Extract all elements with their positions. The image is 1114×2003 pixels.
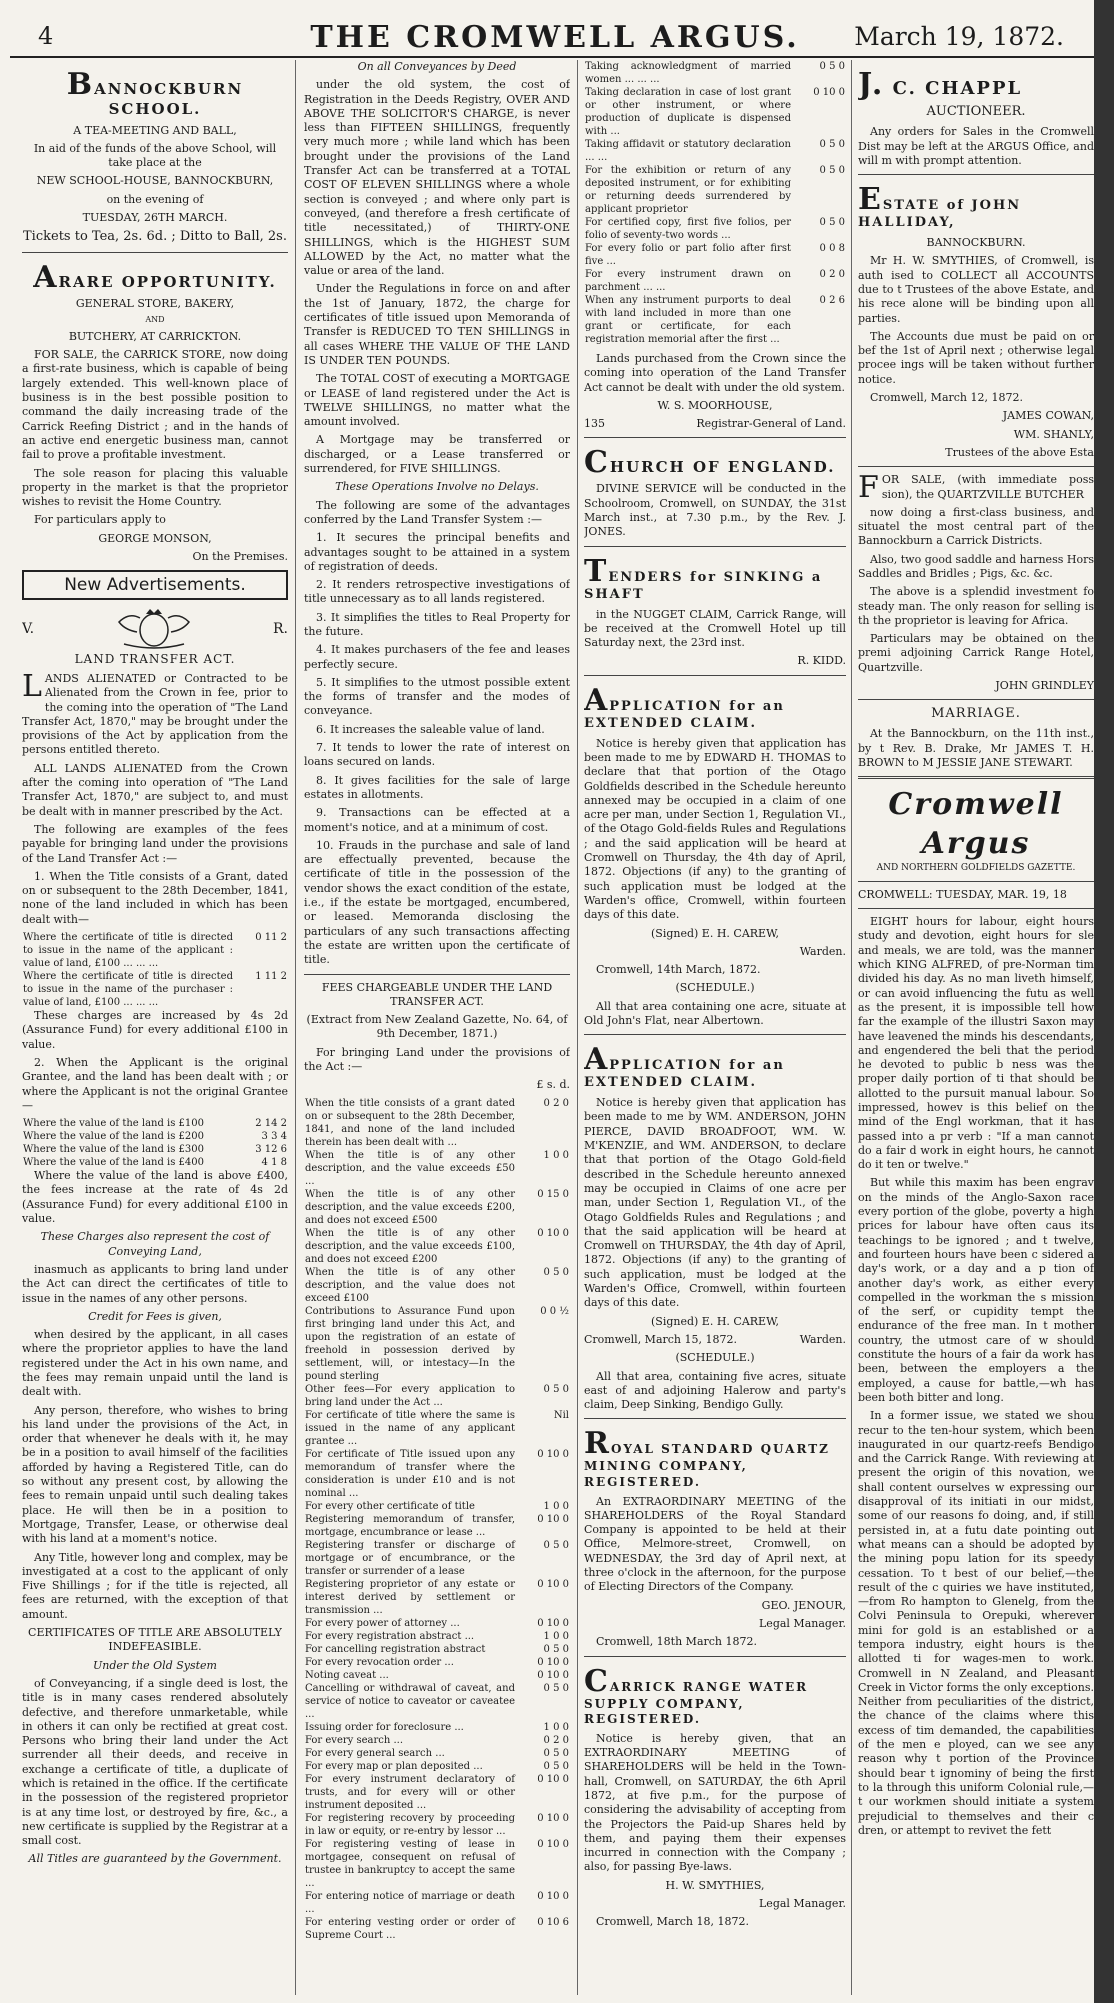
rare-ad-title: ARARE OPPORTUNITY. xyxy=(33,260,277,296)
chappl-title: J. C. CHAPPL xyxy=(858,67,1023,102)
column-rule xyxy=(851,60,852,1995)
list-item: 2. It renders retrospective investigations of title unnecessary as to all lands registered. xyxy=(304,578,570,606)
conveyance-paragraph: A Mortgage may be transferred or discharged, or a Lease transferred or surrendered, for FIVE SHILLINGS. xyxy=(304,433,570,476)
fee-item: Registering proprietor of any estate or interest derived by settlement or transmission ... xyxy=(305,1578,515,1616)
list-item: 9. Transactions can be effected at a moment's notice, and at a minimum of cost. xyxy=(304,806,570,834)
fee-row xyxy=(304,1305,570,1383)
application-schedule: (SCHEDULE.) xyxy=(675,981,755,995)
fee-item: When the title is of any other description, and the value exceeds £100, and does not exceed £200 xyxy=(305,1227,515,1265)
fee-item: When the title is of any other description, and the value exceeds £50 ... xyxy=(305,1149,515,1187)
column-2 xyxy=(304,60,570,1995)
fee-item: Taking affidavit or statutory declaration ... ... xyxy=(585,139,791,163)
sale-paragraph: Also, two good saddle and harness Hors Saddles and Bridles ; Pigs, &c. &c. xyxy=(858,552,1094,580)
land-paragraph: Where the value of the land is above £400, the fees increase at the rate of 4s 2d (Assurance Fund) for every additional £100 in value. xyxy=(22,1169,288,1226)
fee-row: Where the value of the land is £300 3 12 6 xyxy=(23,1144,287,1156)
fee-amount: 0 10 0 xyxy=(537,1890,569,1902)
land-paragraph: LANDS ALIENATED or Contracted to be Alienated from the Crown in fee, prior to the coming into the operation of "The Land Transfer Act, 1870," may be brought under the provisions of the Act by application from the persons entitled thereto. xyxy=(22,669,288,757)
conveyance-paragraph: under the old system, the cost of Registration in the Deeds Registry, OVER AND ABOVE THE SOLICITOR'S CHARGE, is never less than FIFTEEN SHILLINGS, frequently very much more ; while land which has been brought under the provisions of the Land Transfer Act can be transferred at a TOTAL COST OF ELEVEN SHILLINGS where a whole section is conveyed ; and where only part is conveyed, (and therefore a fresh certificate of title necessitated,) of THIRTY-ONE SHILLINGS, which is the HIGHEST SUM ALLOWED by the Act, no matter what the value or area of the land. xyxy=(304,78,570,278)
land-subhead: All Titles are guaranteed by the Government. xyxy=(28,1852,282,1866)
fee-row xyxy=(304,1539,570,1578)
fee-amount: 1 0 0 xyxy=(543,1500,569,1512)
fee-item: For certificate of title where the same is issued in the name of any applicant grantee ... xyxy=(305,1409,515,1447)
chappl-sub: AUCTIONEER. xyxy=(926,104,1026,120)
fee-item: For every folio or part folio after first five ... xyxy=(585,243,791,267)
application-paragraph: Notice is hereby given that application has been made to me by EDWARD H. THOMAS to declare that that portion of the Otago Goldfields described in the Schedule hereunto annexed may be occupied in a claim of one acre per man, under Section 1, Regulation VI., of the Otago Gold-fields Rules and Regulations ; and the said application will be heard at Cromwell on Thursday, the 4th day of April, 1872. Objections (if any) to the granting of such application must be lodged at the Warden's office, Cromwell, within fourteen days of this date. xyxy=(584,736,846,922)
fee-row xyxy=(304,1383,570,1409)
fees-title: FEES CHARGEABLE UNDER THE LAND TRANSFER ACT. xyxy=(321,980,553,1008)
fee-row xyxy=(304,1721,570,1734)
fee-row xyxy=(304,1656,570,1669)
fee-amount: 1 0 0 xyxy=(543,1721,569,1733)
fee-row xyxy=(304,1630,570,1643)
list-item: 8. It gives facilities for the sale of large estates in allotments. xyxy=(304,773,570,801)
fee-item: When the title is of any other description, and the value does not exceed £100 xyxy=(305,1266,515,1304)
royal-standard-date: Cromwell, 18th March 1872. xyxy=(596,1635,757,1649)
fee-row xyxy=(304,1734,570,1747)
crown-note: Lands purchased from the Crown since the coming into operation of the Land Transfer Act cannot be dealt with under the old system. xyxy=(584,352,846,394)
application-date: Cromwell, 14th March, 1872. xyxy=(596,963,761,977)
land-subhead: These Charges also represent the cost of Conveying Land, xyxy=(40,1230,270,1258)
school-venue: NEW SCHOOL-HOUSE, BANNOCKBURN, xyxy=(36,174,274,188)
land-paragraph: These charges are increased by 4s 2d (Assurance Fund) for every additional £100 in value. xyxy=(22,1009,288,1051)
fee-amount: 1 0 0 xyxy=(543,1630,569,1642)
advantages-list xyxy=(304,531,570,967)
list-item: 5. It simplifies to the utmost possible extent the forms of transfer and the modes of conveyance. xyxy=(304,675,570,718)
fee-row xyxy=(304,1227,570,1266)
conveyance-paragraph: The following are some of the advantages conferred by the Land Transfer System :— xyxy=(304,498,570,526)
land-paragraph: Any Title, however long and complex, may be investigated at a cost to the applicant of only Five Shillings ; for if the title is rejected, all fees are returned, with the exception of that amount. xyxy=(22,1550,288,1621)
land-paragraph: ALL LANDS ALIENATED from the Crown after the coming into operation of "The Land Transfer Act, 1870," are subject to, and must be dealt with in manner prescribed by the Act. xyxy=(22,761,288,818)
application-1-title: APPLICATION for an EXTENDED CLAIM. xyxy=(584,682,785,731)
fee-row: Where the value of the land is £200 3 3 4 xyxy=(23,1131,287,1143)
fee-row xyxy=(584,216,846,242)
tenders-title: TENDERS for SINKING a SHAFT xyxy=(584,553,823,602)
fee-amount: 0 5 0 xyxy=(543,1266,569,1278)
fee-row xyxy=(304,1838,570,1890)
fee-row xyxy=(584,294,846,346)
fee-item: For cancelling registration abstract xyxy=(305,1643,486,1655)
land-value-table xyxy=(22,1117,288,1169)
fee-row xyxy=(304,1916,570,1942)
leader-paragraph: EIGHT hours for labour, eight hours study and devotion, eight hours for sle and meals, we are told, was the manner which KING ALFRED, of pre-Norman tim divided his day. As no man liveth himself, or can avoid influencing the futu as well as the present, it is impossible tell how far the example of the illustri Saxon may have leavened the minds his descendants, and engendered the beli that the period he devoted to public b ness was the proper daily portion of ti that should be allotted to the pursuit manual labour. So impressed, howev is this belief on the mind of the Engl workman, that it has passed into a pr verb : "If a man cannot do a fair d work in eight hours, he cannot do it ten or twelve." xyxy=(858,915,1094,1172)
fees-intro: For bringing Land under the provisions of the Act :— xyxy=(304,1045,570,1073)
fee-row: Where the certificate of title is directed to issue in the name of the applicant : value of land, £100 ... ... ... 0 11 2 xyxy=(23,932,287,970)
fee-amount: Nil xyxy=(553,1409,569,1421)
leader-paragraph: But while this maxim has been engrav on the minds of the Anglo-Saxon race every portion of the globe, poverty a high prices for labour have often caus its teachings to be ignored ; and t twelve, and fourteen hours have been c sidered a day's work, or a day and a p tion of another day's work, as either every compelled in the workman the s mission of the serf, or cupidity tempt the endurance of the free man. In t mother country, the utmost care of w should constitute the hours of a fair da work has been, between the employers a the employed, a cause for battle,—wh has been both bitter and long. xyxy=(858,1176,1094,1404)
conveyance-paragraph: The TOTAL COST of executing a MORTGAGE or LEASE of land registered under the Act is TWELVE SHILLINGS, no matter what the amount involved. xyxy=(304,372,570,429)
fee-row xyxy=(584,242,846,268)
rare-place: On the Premises. xyxy=(192,550,288,564)
rare-sub: GENERAL STORE, BAKERY, xyxy=(75,297,235,311)
fee-row xyxy=(304,1760,570,1773)
list-item: 7. It tends to lower the rate of interest on loans secured on lands. xyxy=(304,741,570,769)
fee-item: Cancelling or withdrawal of caveat, and service of notice to caveator or caveatee ... xyxy=(305,1682,515,1720)
estate-role: Trustees of the above Esta xyxy=(945,445,1094,459)
fee-row xyxy=(584,60,846,86)
estate-date: Cromwell, March 12, 1872. xyxy=(870,391,1023,405)
royal-crest-row xyxy=(22,608,288,650)
fee-item: When the title is of any other description, and the value exceeds £200, and does not exceed £500 xyxy=(305,1188,515,1226)
fee-item: For every instrument drawn on parchment ... ... xyxy=(585,269,791,293)
fee-amount: 0 5 0 xyxy=(543,1747,569,1759)
land-transfer-title: LAND TRANSFER ACT. xyxy=(74,652,236,667)
marriage-title: MARRIAGE. xyxy=(931,706,1021,722)
fee-row xyxy=(304,1149,570,1188)
fee-item: For every search ... xyxy=(305,1734,404,1746)
fee-amount: 0 5 0 xyxy=(543,1682,569,1694)
estate-title: ESTATE of JOHN HALLIDAY, xyxy=(858,182,1022,231)
land-paragraph: inasmuch as applicants to bring land under the Act can direct the certificates of title to issue in the names of any other persons. xyxy=(22,1262,288,1305)
fee-row: Where the value of the land is £400 4 1 8 xyxy=(23,1157,287,1169)
royal-standard-title: ROYAL STANDARD QUARTZ MINING COMPANY, REGISTERED. xyxy=(584,1426,830,1489)
church-paragraph: DIVINE SERVICE will be conducted in the Schoolroom, Cromwell, on SUNDAY, the 31st March inst., at 7.30 p.m., by the Rev. J. JONES. xyxy=(584,482,846,539)
tenders-paragraph: in the NUGGET CLAIM, Carrick Range, will be received at the Cromwell Hotel up till Saturday next, the 23rd inst. xyxy=(584,607,846,650)
fee-amount: 0 5 0 xyxy=(819,217,845,228)
church-title: CHURCH OF ENGLAND. xyxy=(584,445,836,481)
rare-paragraph: For particulars apply to xyxy=(34,513,166,527)
school-subtitle: A TEA-MEETING AND BALL, xyxy=(73,123,237,137)
fee-amount: 0 5 0 xyxy=(543,1643,569,1655)
fee-item: Registering memorandum of transfer, mortgage, encumbrance or lease ... xyxy=(305,1513,515,1538)
application-role: Warden. xyxy=(799,944,846,958)
school-tickets: Tickets to Tea, 2s. 6d. ; Ditto to Ball, 2s. xyxy=(23,229,287,245)
application-signature: (Signed) E. H. CAREW, xyxy=(651,1314,779,1328)
fees-source: (Extract from New Zealand Gazette, No. 64, of 9th December, 1871.) xyxy=(306,1013,568,1041)
column-rule xyxy=(295,60,296,1995)
newspaper-title: THE CROMWELL ARGUS. xyxy=(310,20,800,55)
royal-standard-paragraph: An EXTRAORDINARY MEETING of the SHAREHOLDERS of the Royal Standard Company is appointed to be held at their Office, Melmore-street, Cromwell, on WEDNESDAY, the 3rd day of April next, at three o'clock in the afternoon, for the purpose of Electing Directors of the Company. xyxy=(584,1494,846,1594)
fee-item: Taking declaration in case of lost grant or other instrument, or where production of duplicate is dispensed with ... xyxy=(585,87,791,137)
rare-sub: BUTCHERY, AT CARRICKTON. xyxy=(68,329,242,343)
column-4 xyxy=(858,60,1094,1995)
application-schedule: (SCHEDULE.) xyxy=(675,1351,755,1365)
school-date: TUESDAY, 26TH MARCH. xyxy=(82,210,228,224)
fee-amount: 0 5 0 xyxy=(819,165,845,176)
land-paragraph: of Conveyancing, if a single deed is lost, the title is in many cases rendered absolutely defective, and therefore unmarketable, while in others it can only be rectified at great cost. Persons who bring their land under the Act surrender all their deeds, and receive in exchange a certificate of title, a duplicate of which is retained in the office. If the certificate in the possession of the registered proprietor is at any time lost, or destroyed by fire, &c., a new certificate is supplied by the Registrar at a small cost. xyxy=(22,1676,288,1848)
registrar-name: W. S. MOORHOUSE, xyxy=(657,398,773,412)
application-2-title: APPLICATION for an EXTENDED CLAIM. xyxy=(584,1042,785,1091)
fee-row xyxy=(304,1513,570,1539)
conveyance-paragraph: Under the Regulations in force on and after the 1st of January, 1872, the charge for certificates of title issued upon Memoranda of Transfer is REDUCED TO TEN SHILLINGS in all cases WHERE THE VALUE OF THE LAND IS UNDER TEN POUNDS. xyxy=(304,282,570,367)
fee-amount: 0 10 0 xyxy=(537,1227,569,1239)
fee-item: For registering recovery by proceeding in law or equity, or re-entry by lessor ... xyxy=(305,1812,515,1837)
estate-trustee: WM. SHANLY, xyxy=(1013,427,1094,441)
list-item: 6. It increases the saleable value of land. xyxy=(316,722,545,736)
fees-continued-table xyxy=(584,60,846,346)
fee-row xyxy=(584,138,846,164)
rare-sub: AND xyxy=(145,315,165,325)
list-item: 1. It secures the principal benefits and advantages sought to be attained in a system of registration of deeds. xyxy=(304,531,570,573)
fee-amount: 0 10 0 xyxy=(537,1448,569,1460)
fee-item: For every general search ... xyxy=(305,1747,445,1759)
sale-signature: JOHN GRINDLEY xyxy=(995,679,1094,693)
fee-amount: 0 10 6 xyxy=(537,1916,569,1928)
fee-amount: 0 0 ½ xyxy=(540,1305,569,1317)
fees-table xyxy=(304,1097,570,1942)
new-advertisements-banner: New Advertisements. xyxy=(22,570,288,600)
marriage-paragraph: At the Bannockburn, on the 11th inst., by t Rev. B. Drake, Mr JAMES T. H. BROWN to M JESSIE JANE STEWART. xyxy=(858,727,1094,769)
list-item: 10. Frauds in the purchase and sale of land are effectually prevented, because the certificate of title in the possession of the vendor shows the exact condition of the estate, i.e., if the estate be mortgaged, encumbered, or leased. Memoranda disclosing the particulars of any such transactions affecting the estate are written upon the certificate of title. xyxy=(304,838,570,967)
argus-masthead-title: Cromwell Argus xyxy=(888,787,1064,862)
fee-amount: 0 2 0 xyxy=(543,1734,569,1746)
estate-sub: BANNOCKBURN. xyxy=(926,236,1026,250)
fee-amount: 0 10 0 xyxy=(537,1773,569,1785)
fee-row xyxy=(304,1747,570,1760)
fee-item: For certificate of Title issued upon any memorandum of transfer where the consideration is under £10 and is not nominal ... xyxy=(305,1448,515,1499)
fee-item: For every revocation order ... xyxy=(305,1656,454,1668)
tenders-signature: R. KIDD. xyxy=(797,654,846,668)
fee-row xyxy=(304,1643,570,1656)
fees-header: £ s. d. xyxy=(536,1078,570,1092)
carrick-water-signature: H. W. SMYTHIES, xyxy=(665,1878,765,1892)
argus-masthead-sub: AND NORTHERN GOLDFIELDS GAZETTE. xyxy=(876,863,1076,874)
registrar-line: 135 Registrar-General of Land. xyxy=(584,417,846,431)
fee-amount: 0 10 0 xyxy=(537,1578,569,1590)
fee-row xyxy=(304,1669,570,1682)
fee-row xyxy=(584,268,846,294)
fee-item: Registering transfer or discharge of mortgage or of encumbrance, or the transfer or surrender of a lease xyxy=(305,1539,515,1577)
rare-contact: GEORGE MONSON, xyxy=(98,531,212,545)
fee-item: For the exhibition or return of any deposited instrument, or for exhibiting or returning deeds surrendered by applicant proprietor xyxy=(585,165,791,215)
fee-amount: 0 10 0 xyxy=(537,1513,569,1525)
sale-paragraph: The above is a splendid investment fo steady man. The only reason for selling is th the proprietor is leaving for Africa. xyxy=(858,585,1094,627)
rare-paragraph: FOR SALE, the CARRICK STORE, now doing a first-rate business, which is capable of being largely extended. This well-known place of business is in the best possible position to command the daily increasing trade of the Carrick Reefing District ; and in the hands of an active end energetic business man, cannot fail to prove a profitable investment. xyxy=(22,348,288,462)
fee-item: For registering vesting of lease in mortgagee, consequent on refusal of trustee in bankruptcy to accept the same ... xyxy=(305,1838,515,1889)
land-paragraph: Any person, therefore, who wishes to bring his land under the provisions of the Act, in order that whenever he deals with it, he may be in a position to avail himself of the facilities afforded by having a Registered Title, can do so without any present cost, by allowing the fees to remain unpaid until such dealing takes place. He will then be in a position to Mortgage, Transfer, Lease, or otherwise deal with his land at a moment's notice. xyxy=(22,1403,288,1546)
land-subhead: Credit for Fees is given, xyxy=(88,1309,222,1323)
fee-row xyxy=(304,1448,570,1500)
crest-right-letter: R. xyxy=(273,621,288,638)
fee-row xyxy=(304,1812,570,1838)
fee-amount: 0 5 0 xyxy=(543,1383,569,1395)
fee-item: Taking acknowledgment of married women ... ... ... xyxy=(585,61,791,85)
fee-row xyxy=(304,1500,570,1513)
fee-item: Contributions to Assurance Fund upon first bringing land under this Act, and upon the registration of an estate of freehold in possession derived by settlement, will, or intestacy—In the pound sterling xyxy=(305,1305,515,1382)
application-date-line: Cromwell, March 15, 1872. Warden. xyxy=(584,1332,846,1346)
land-paragraph: 1. When the Title consists of a Grant, dated on or subsequent to the 28th December, 1841, none of the land included in which has been dealt with— xyxy=(22,869,288,926)
column-rule xyxy=(577,60,578,1995)
fee-row xyxy=(304,1266,570,1305)
fee-row xyxy=(304,1682,570,1721)
fee-item: Issuing order for foreclosure ... xyxy=(305,1721,464,1733)
fee-item: When the title consists of a grant dated on or subsequent to the 28th December, 1841, and none of the land included therein has been dealt with ... xyxy=(305,1097,515,1148)
list-item: 4. It makes purchasers of the fee and leases perfectly secure. xyxy=(304,643,570,671)
fee-item: For every registration abstract ... xyxy=(305,1630,475,1642)
fee-item: For every map or plan deposited ... xyxy=(305,1760,483,1772)
royal-standard-signature: GEO. JENOUR, xyxy=(761,1598,846,1612)
royal-crest-icon xyxy=(109,608,199,650)
fee-item: For entering vesting order or order of Supreme Court ... xyxy=(305,1916,515,1941)
fee-item: When any instrument purports to deal with land included in more than one grant or certificate, for each registration memorial after the first ... xyxy=(585,295,791,345)
school-ad-title: BANNOCKBURN SCHOOL. xyxy=(66,67,244,118)
fee-row xyxy=(304,1188,570,1227)
carrick-water-title: CARRICK RANGE WATER SUPPLY COMPANY, REGISTERED. xyxy=(584,1663,809,1727)
conveyance-subhead: On all Conveyances by Deed xyxy=(357,60,517,73)
school-line: on the evening of xyxy=(106,192,204,206)
fee-amount: 0 2 0 xyxy=(543,1097,569,1109)
estate-paragraph: The Accounts due must be paid on or bef the 1st of April next ; otherwise legal procee ings will be taken without further notice. xyxy=(858,329,1094,386)
conveyance-subhead: These Operations Involve no Delays. xyxy=(335,480,539,494)
leader-date: CROMWELL: TUESDAY, MAR. 19, 18 xyxy=(858,887,1067,901)
carrick-water-role: Legal Manager. xyxy=(759,1897,846,1911)
fee-amount: 0 5 0 xyxy=(819,139,845,150)
estate-paragraph: Mr H. W. SMYTHIES, of Cromwell, is auth ised to COLLECT all ACCOUNTS due to t Trustees of the above Estate, and his rece alone will be binding upon all parties. xyxy=(858,254,1094,325)
application-schedule-text: All that area containing one acre, situate at Old John's Flat, near Albertown. xyxy=(584,999,846,1027)
page-number: 4 xyxy=(38,22,54,50)
fee-row xyxy=(584,164,846,216)
rare-paragraph: The sole reason for placing this valuable property in the market is that the proprietor wishes to revisit the Home Country. xyxy=(22,466,288,509)
fee-amount: 0 2 6 xyxy=(819,295,845,306)
fee-row xyxy=(304,1890,570,1916)
royal-standard-role: Legal Manager. xyxy=(759,1616,846,1630)
land-paragraph: when desired by the applicant, in all cases where the proprietor applies to have the land registered under the Act in his own name, and the fees may remain unpaid until the land is dealt with. xyxy=(22,1328,288,1399)
school-line: In aid of the funds of the above School, will take place at the xyxy=(33,141,277,170)
carrick-water-paragraph: Notice is hereby given, that an EXTRAORDINARY MEETING of SHAREHOLDERS will be held in the Town-hall, Cromwell, on SATURDAY, the 6th April 1872, at five p.m., for the purpose of considering the advisability of accepting from the Projectors the Paid-up Shares held by them, and paying them their expenses incurred in connection with the Company ; also, for passing Bye-laws. xyxy=(584,1731,846,1874)
column-1 xyxy=(22,60,288,1995)
fee-item: For every instrument declaratory of trusts, and for every will or other instrument deposited ... xyxy=(305,1773,515,1811)
land-subhead: Under the Old System xyxy=(92,1658,217,1672)
fee-row xyxy=(304,1773,570,1812)
land-subhead: CERTIFICATES OF TITLE ARE ABSOLUTELY INDEFEASIBLE. xyxy=(28,1626,282,1654)
land-fee-table xyxy=(22,931,288,1009)
sale-title: FOR SALE, (with immediate poss sion), the QUARTZVILLE BUTCHER xyxy=(858,470,1094,506)
fee-amount: 0 0 8 xyxy=(819,243,845,254)
binding-edge xyxy=(1094,0,1114,2003)
column-3 xyxy=(584,60,846,1995)
fee-item: Noting caveat ... xyxy=(305,1669,389,1681)
fee-amount: 0 10 0 xyxy=(813,87,845,98)
fee-row: Where the value of the land is £100 2 14 2 xyxy=(23,1118,287,1130)
land-paragraph: The following are examples of the fees payable for bringing land under the provisions of the Land Transfer Act :— xyxy=(22,822,288,865)
fee-item: For every power of attorney ... xyxy=(305,1617,460,1629)
fee-row xyxy=(304,1409,570,1448)
sale-paragraph: now doing a first-class business, and situatel the most central part of the Bannockburn a Carrick Districts. xyxy=(858,505,1094,548)
fee-row xyxy=(304,1097,570,1149)
application-paragraph: Notice is hereby given that application has been made to me by WM. ANDERSON, JOHN PIERCE, DAVID BROADFOOT, WM. W. M'KENZIE, and WM. ANDERSON, to declare that that portion of the Otago Gold-field described in the Schedule hereunto annexed may be occupied in Claims of one acre per man, under Section 1, Regulation VI., of the Otago Goldfields Rules and Regulations ; and that the said application will be heard at Cromwell on THURSDAY, the 4th day of April, 1872. Objections (if any) to the granting of such application, must be lodged at the Warden's Office, Cromwell, within fourteen days of this date. xyxy=(584,1096,846,1310)
fee-amount: 0 5 0 xyxy=(543,1539,569,1551)
chappl-paragraph: Any orders for Sales in the Cromwell Dist may be left at the ARGUS Office, and will m with prompt attention. xyxy=(858,125,1094,167)
fee-row xyxy=(304,1617,570,1630)
masthead xyxy=(10,8,1100,58)
crest-left-letter: V. xyxy=(22,621,35,638)
fee-item: For entering notice of marriage or death ... xyxy=(305,1890,515,1915)
fee-amount: 0 10 0 xyxy=(537,1656,569,1668)
sale-paragraph: Particulars may be obtained on the premi adjoining Carrick Range Hotel, Quartzville. xyxy=(858,632,1094,674)
carrick-water-date: Cromwell, March 18, 1872. xyxy=(596,1915,749,1929)
application-signature: (Signed) E. H. CAREW, xyxy=(651,926,779,940)
fee-row xyxy=(584,86,846,138)
leader-paragraph: In a former issue, we stated we shou recur to the ten-hour system, which been inaugurated in our quartz-reefs Bendigo and the Carrick Range. With reviewing at present the origin of this novation, we shall content ourselves w expressing our disapproval of its initiati in our midst, some of our reasons fo doing, and, if still persisted in, at a futu date pointing out what means can a should be adopted by the mining popu lation for its speedy cessation. To t best of our belief,—the result of the c quiries we have instituted,—from Ro hampton to Glenelg, from the Colvi Peninsula to Orepuki, wherever mini for gold is an established or a tempora industry, eight hours is the allotted ti for wages-men to work. Cromwell in N Zealand, and Pleasant Creek in Victor forms the only exceptions. Neither from peculiarities of the district, the chance of the claims where this excess of tim demanded, the capabilities of the men e ployed, can we see any reason why t portion of the Province should bear t ignominy of being the first to la through this uniform Colonial rule,—t our workmen should initiate a system prejudicial to themselves and their c dren, or attempt to revivet the fett xyxy=(858,1409,1094,1837)
issue-date: March 19, 1872. xyxy=(854,22,1064,51)
fee-item: Other fees—For every application to bring land under the Act ... xyxy=(305,1383,515,1408)
fee-amount: 0 10 0 xyxy=(537,1838,569,1850)
application-schedule-text: All that area, containing five acres, situate east of and adjoining Halerow and party's claim, Deep Sinking, Bendigo Gully. xyxy=(584,1369,846,1412)
fee-amount: 0 5 0 xyxy=(819,61,845,72)
fee-item: For every other certificate of title xyxy=(305,1500,475,1512)
fee-amount: 1 0 0 xyxy=(543,1149,569,1161)
fee-row: Where the certificate of title is directed to issue in the name of the purchaser : value of land, £100 ... ... ... 1 11 2 xyxy=(23,971,287,1009)
land-paragraph: 2. When the Applicant is the original Grantee, and the land has been dealt with ; or where the Applicant is not the original Grantee— xyxy=(22,1055,288,1112)
fee-amount: 0 10 0 xyxy=(537,1617,569,1629)
estate-trustee: JAMES COWAN, xyxy=(1002,409,1094,423)
fee-amount: 0 5 0 xyxy=(543,1760,569,1772)
fee-item: For certified copy, first five folios, per folio of seventy-two words ... xyxy=(585,217,791,241)
fee-amount: 0 10 0 xyxy=(537,1812,569,1824)
fee-row xyxy=(304,1578,570,1617)
fee-amount: 0 2 0 xyxy=(819,269,845,280)
list-item: 3. It simplifies the titles to Real Property for the future. xyxy=(304,610,570,638)
fee-amount: 0 10 0 xyxy=(537,1669,569,1681)
fee-amount: 0 15 0 xyxy=(537,1188,569,1200)
